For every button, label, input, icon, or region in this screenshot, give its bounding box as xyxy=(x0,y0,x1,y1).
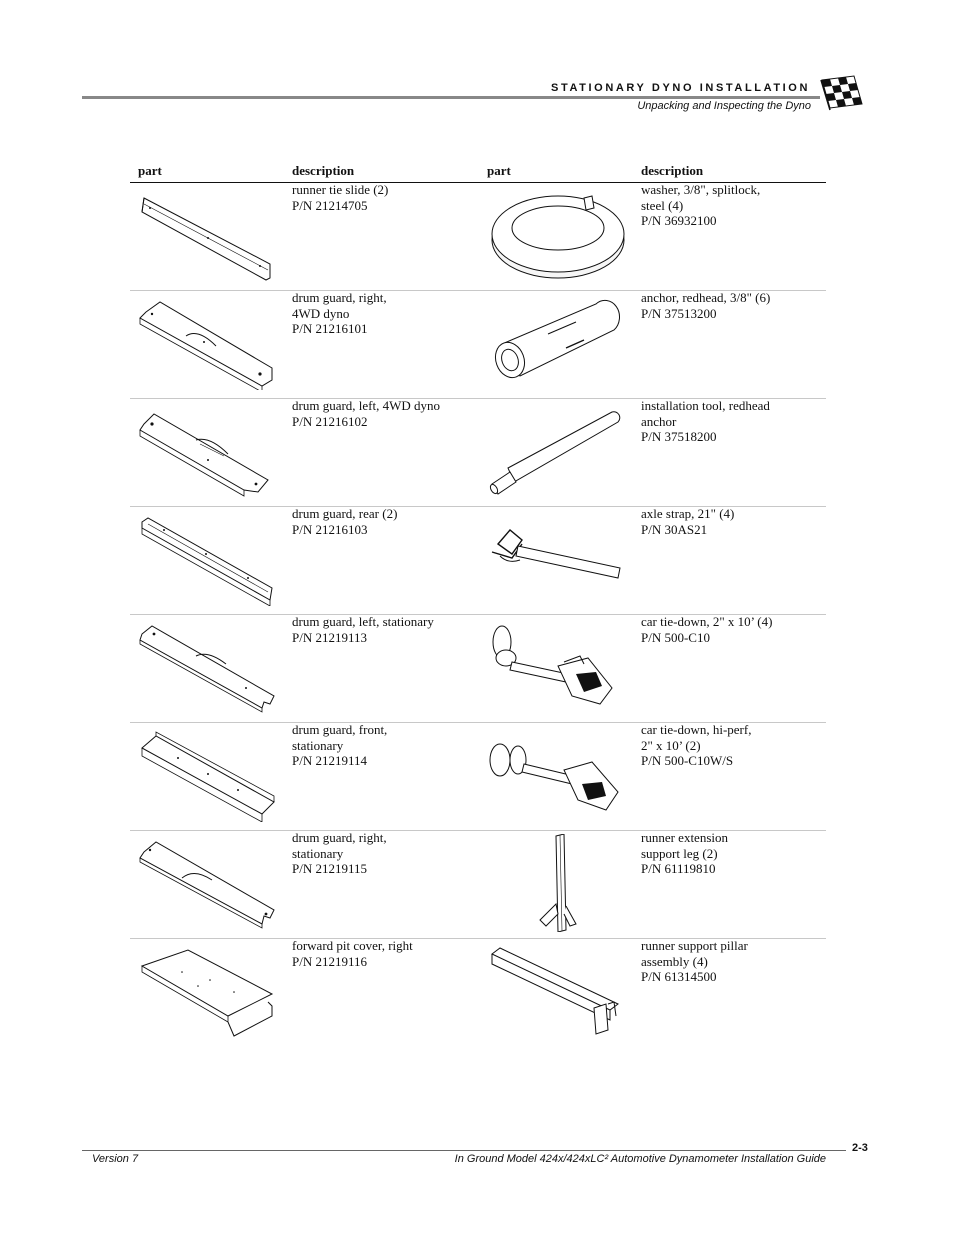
version-label: Version 7 xyxy=(92,1153,139,1165)
description-line: drum guard, front, xyxy=(292,722,388,737)
part-description xyxy=(292,506,397,537)
support-pillar-icon xyxy=(488,946,628,1038)
description-line: drum guard, right, xyxy=(292,290,387,305)
support-leg-icon xyxy=(488,834,628,932)
part-number: P/N 36932100 xyxy=(641,213,717,228)
part-number: P/N 21216103 xyxy=(292,521,368,537)
car-tie-down-hi-perf-icon xyxy=(488,730,628,822)
drum-guard-left-4wd-icon xyxy=(138,406,278,498)
guide-title: In Ground Model 424x/424xLC² Automotive Dynamometer Installation Guide xyxy=(454,1153,826,1165)
part-description xyxy=(641,398,770,445)
description-line: axle strap, 21" (4) xyxy=(641,506,735,521)
drum-guard-right-4wd-icon xyxy=(138,298,278,390)
description-line: car tie-down, 2" x 10’ (4) xyxy=(641,614,773,629)
part-description xyxy=(292,398,440,429)
installation-tool-icon xyxy=(488,406,628,498)
part-number: P/N 500-C10 xyxy=(641,629,710,645)
redhead-anchor-icon xyxy=(488,298,628,390)
forward-pit-cover-icon xyxy=(138,946,278,1038)
part-number: P/N 61119810 xyxy=(641,861,716,876)
description-line: anchor xyxy=(641,413,677,429)
part-description xyxy=(292,614,434,645)
axle-strap-icon xyxy=(488,514,628,606)
drum-guard-left-stationary-icon xyxy=(138,622,278,714)
part-description xyxy=(292,290,387,337)
column-header-description-right: description xyxy=(641,163,704,178)
part-description xyxy=(641,614,772,645)
part-number: P/N 21216102 xyxy=(292,413,368,429)
car-tie-down-icon xyxy=(488,622,628,714)
part-number: P/N 30AS21 xyxy=(641,521,708,537)
part-description xyxy=(641,182,760,229)
splitlock-washer-icon xyxy=(488,190,628,282)
description-line: assembly (4) xyxy=(641,953,708,969)
description-line: drum guard, left, 4WD dyno xyxy=(292,398,441,413)
part-number: P/N 61314500 xyxy=(641,969,717,984)
description-line: car tie-down, hi-perf, xyxy=(641,722,752,737)
description-line: stationary xyxy=(292,737,344,753)
description-line: anchor, redhead, 3/8" (6) xyxy=(641,290,771,305)
drum-guard-right-stationary-icon xyxy=(138,838,278,930)
description-line: runner tie slide (2) xyxy=(292,182,389,197)
description-line: drum guard, rear (2) xyxy=(292,506,398,521)
part-number: P/N 500-C10W/S xyxy=(641,753,734,768)
section-subtitle: Unpacking and Inspecting the Dyno xyxy=(637,100,811,112)
description-line: washer, 3/8", splitlock, xyxy=(641,182,761,197)
page-number: 2-3 xyxy=(852,1142,868,1154)
column-header-description-left: description xyxy=(292,163,355,178)
part-description xyxy=(292,182,388,213)
description-line: support leg (2) xyxy=(641,845,718,861)
checkered-flag-icon xyxy=(818,74,864,114)
footer-rule xyxy=(82,1150,846,1151)
drum-guard-rear-icon xyxy=(138,514,278,606)
part-number: P/N 21219114 xyxy=(292,753,367,768)
description-line: stationary xyxy=(292,845,344,861)
part-number: P/N 21216101 xyxy=(292,321,368,336)
part-number: P/N 37518200 xyxy=(641,429,717,444)
description-line: steel (4) xyxy=(641,197,684,213)
part-description xyxy=(641,938,748,985)
part-description xyxy=(292,830,387,877)
description-line: 4WD dyno xyxy=(292,305,350,321)
column-header-part-left: part xyxy=(138,163,162,178)
description-line: 2" x 10’ (2) xyxy=(641,737,701,753)
description-line: drum guard, left, stationary xyxy=(292,614,434,629)
part-number: P/N 21219113 xyxy=(292,629,367,645)
part-description xyxy=(641,290,770,321)
description-line: installation tool, redhead xyxy=(641,398,770,413)
header-rule xyxy=(82,96,820,99)
description-line: forward pit cover, right xyxy=(292,938,413,953)
part-description xyxy=(641,722,751,769)
drum-guard-front-stationary-icon xyxy=(138,730,278,822)
part-number: P/N 37513200 xyxy=(641,305,717,321)
section-title: STATIONARY DYNO INSTALLATION xyxy=(551,82,810,94)
part-description xyxy=(292,722,387,769)
part-description xyxy=(292,938,413,969)
part-number: P/N 21214705 xyxy=(292,197,368,213)
part-description xyxy=(641,506,734,537)
part-number: P/N 21219115 xyxy=(292,861,367,876)
column-header-part-right: part xyxy=(487,163,511,178)
part-number: P/N 21219116 xyxy=(292,953,367,969)
part-description xyxy=(641,830,728,877)
description-line: runner support pillar xyxy=(641,938,748,953)
description-line: runner extension xyxy=(641,830,729,845)
runner-tie-slide-icon xyxy=(138,190,278,282)
description-line: drum guard, right, xyxy=(292,830,387,845)
